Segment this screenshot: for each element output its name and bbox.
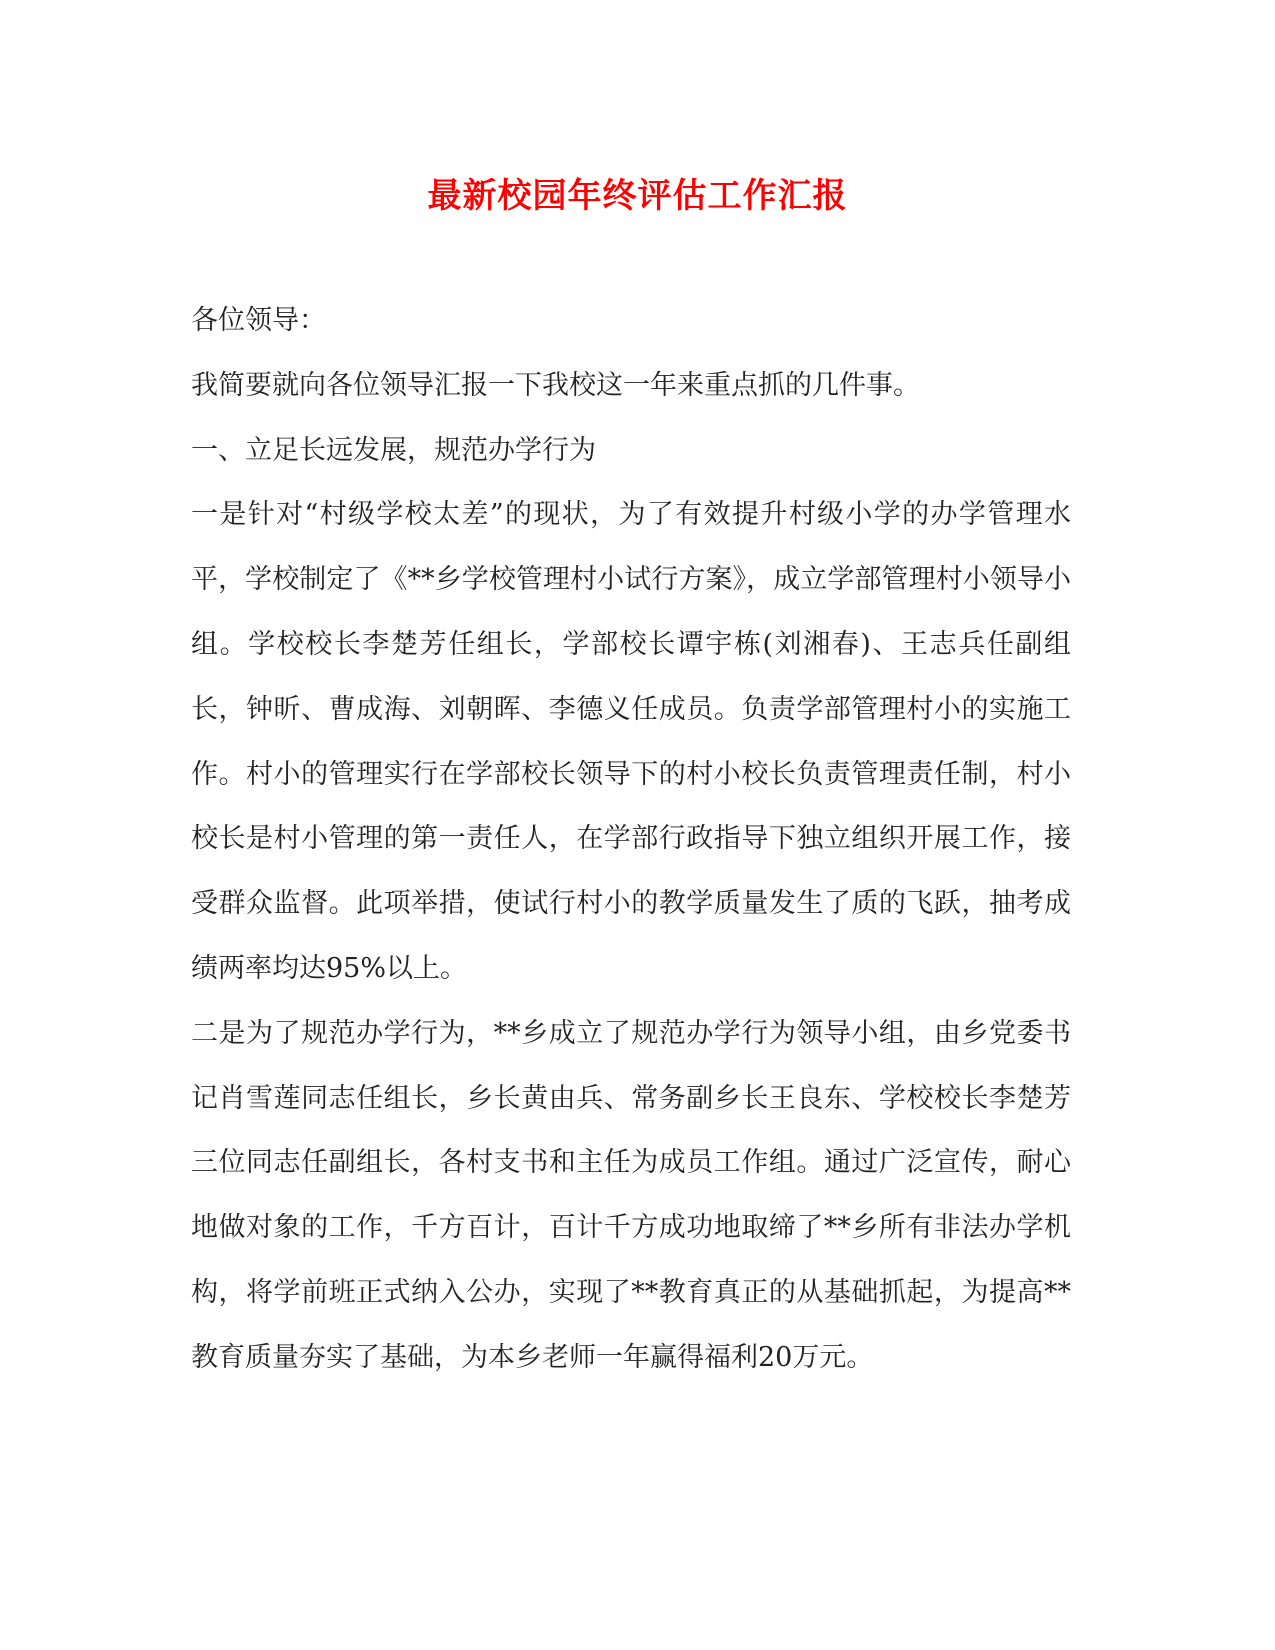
section-heading-1: 一、立足长远发展，规范办学行为	[191, 434, 596, 466]
body-paragraph-1: 一是针对“村级学校太差”的现状，为了有效提升村级小学的办学管理水平，学校制定了《**乡学校管理村小试行方案》，成立学部管理村小领导小组。学校校长李楚芳任组长，学部校长谭宇栋(刘湘春)、王志兵任副组长，钟昕、曹成海、刘朝晖、李德义任成员。负责学部管理村小的实施工作。村小的管理实行在学部校长领导下的村小校长负责管理责任制，村小校长是村小管理的第一责任人，在学部行政指导下独立组织开展工作，接受群众监督。此项举措，使试行村小的教学质量发生了质的飞跃，抽考成绩两率均达95%以上。	[191, 499, 1071, 984]
document-body	[191, 289, 1071, 1391]
body-paragraph-2: 二是为了规范办学行为，**乡成立了规范办学行为领导小组，由乡党委书记肖雪莲同志任组长，乡长黄由兵、常务副乡长王良东、学校校长李楚芳三位同志任副组长，各村支书和主任为成员工作组。通过广泛宣传，耐心地做对象的工作，千方百计，百计千方成功地取缔了**乡所有非法办学机构，将学前班正式纳入公办，实现了**教育真正的从基础抓起，为提高**教育质量夯实了基础，为本乡老师一年赢得福利20万元。	[191, 1017, 1071, 1373]
document-title: 最新校园年终评估工作汇报	[427, 176, 848, 216]
salutation-paragraph: 各位领导：	[191, 305, 326, 336]
intro-paragraph: 我简要就向各位领导汇报一下我校这一年来重点抓的几件事。	[191, 369, 920, 401]
